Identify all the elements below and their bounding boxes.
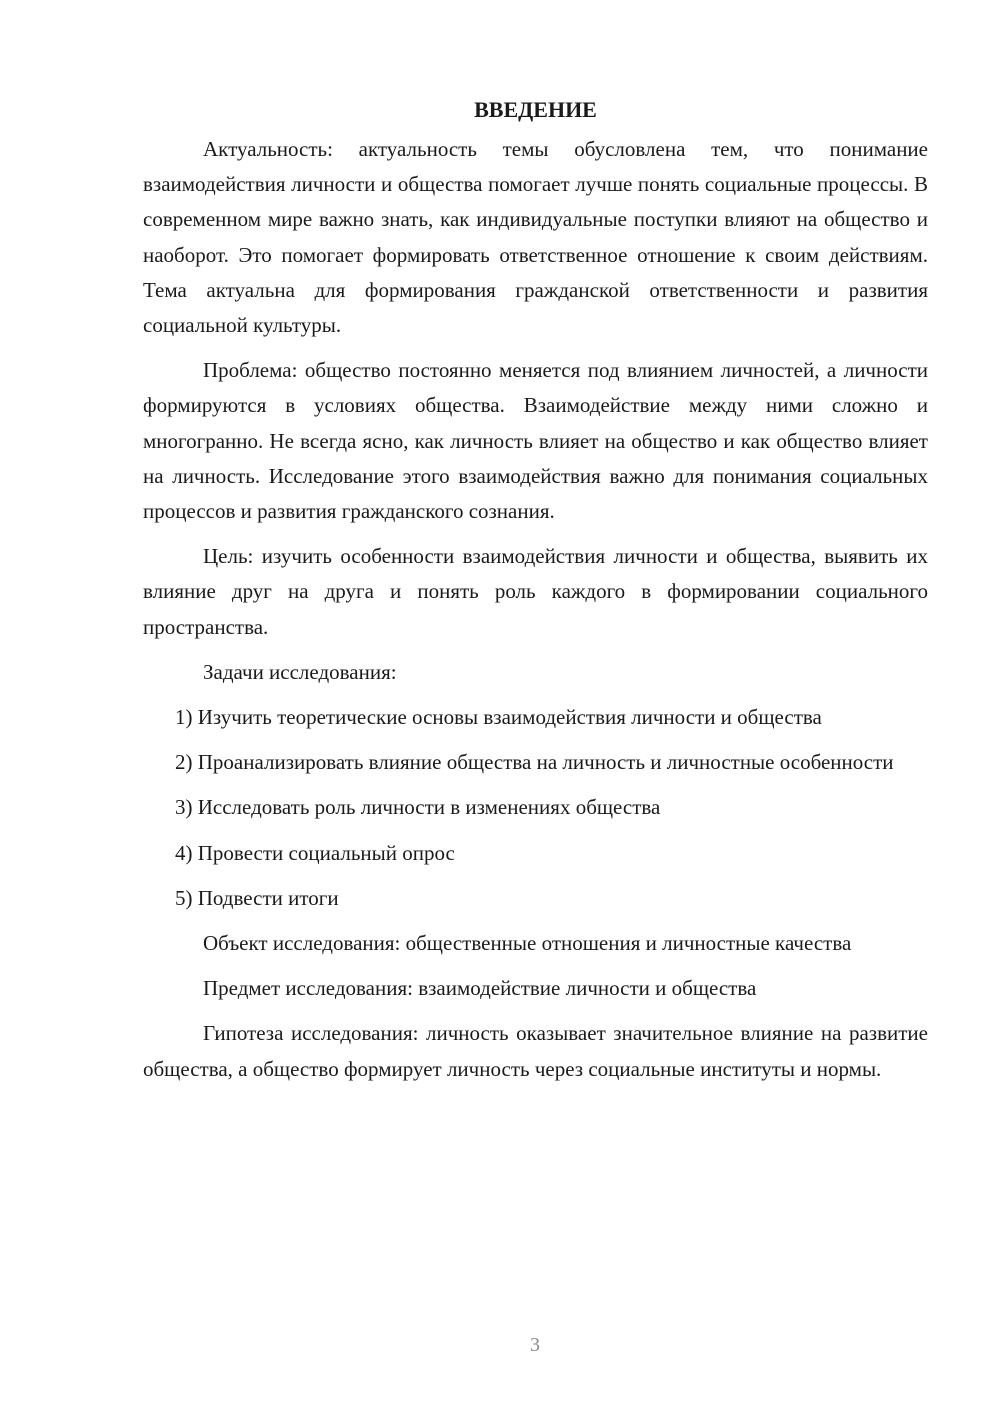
tasks-list xyxy=(143,700,928,916)
task-item-3: 3) Исследовать роль личности в изменениях общества xyxy=(175,795,661,820)
task-item-1: 1) Изучить теоретические основы взаимодействия личности и общества xyxy=(175,705,822,730)
paragraph-relevance: Актуальность: актуальность темы обусловлена тем, что понимание взаимодействия личности и общества помогает лучше понять социальные процессы. В современном мире важно знать, как индивидуальные поступки влияют на общество и наоборот. Это помогает формировать ответственное отношение к своим действиям. Тема актуальна для формирования гражданской ответственности и развития социальной культуры. xyxy=(143,137,928,338)
section-title: ВВЕДЕНИЕ xyxy=(474,97,597,122)
paragraph-subject: Предмет исследования: взаимодействие личности и общества xyxy=(203,976,757,1001)
task-item-4: 4) Провести социальный опрос xyxy=(175,840,455,865)
task-item-5: 5) Подвести итоги xyxy=(175,885,339,910)
task-item-2: 2) Проанализировать влияние общества на личность и личностные особенности xyxy=(175,750,894,775)
paragraph-hypothesis: Гипотеза исследования: личность оказывает значительное влияние на развитие общества, а общество формирует личность через социальные институты и нормы. xyxy=(143,1021,928,1081)
tasks-heading: Задачи исследования: xyxy=(203,659,397,684)
paragraph-problem: Проблема: общество постоянно меняется под влиянием личностей, а личности формируются в условиях общества. Взаимодействие между ними сложно и многогранно. Не всегда ясно, как личность влияет на общество и как общество влияет на личность. Исследование этого взаимодействия важно для понимания социальных процессов и развития гражданского сознания. xyxy=(143,358,928,524)
paragraph-object: Объект исследования: общественные отношения и личностные качества xyxy=(203,931,852,956)
document-page xyxy=(143,92,928,1097)
page-number: 3 xyxy=(530,1334,540,1356)
paragraph-goal: Цель: изучить особенности взаимодействия личности и общества, выявить их влияние друг на друга и понять роль каждого в формировании социального пространства. xyxy=(143,544,928,639)
